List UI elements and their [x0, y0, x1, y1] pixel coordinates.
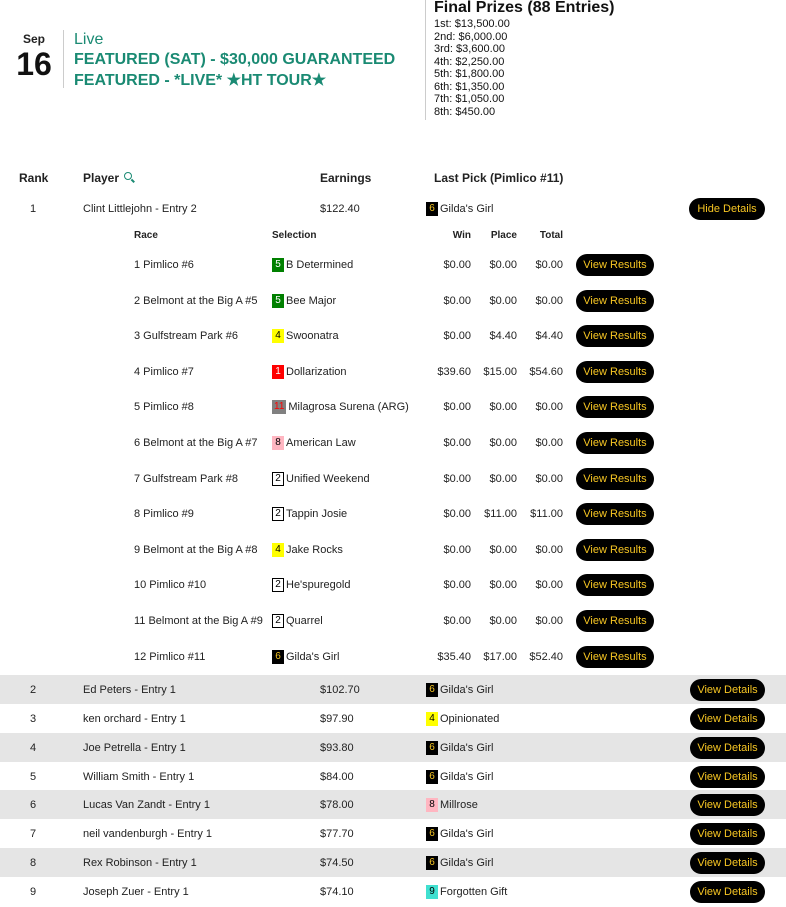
- saddle-number: 8: [272, 436, 284, 450]
- horse-name: He'spuregold: [286, 578, 351, 591]
- view-results-button[interactable]: View Results: [576, 396, 654, 418]
- hide-details-button[interactable]: Hide Details: [689, 198, 765, 220]
- view-results-button[interactable]: View Results: [576, 290, 654, 312]
- race: 5 Pimlico #8: [134, 401, 194, 413]
- details-col-selection: Selection: [272, 230, 317, 241]
- earnings: $78.00: [320, 798, 354, 811]
- place-amount: $0.00: [489, 579, 517, 591]
- contest-date: [10, 32, 58, 80]
- details-row: [0, 283, 786, 319]
- race: 1 Pimlico #6: [134, 259, 194, 271]
- win-amount: $0.00: [443, 330, 471, 342]
- view-details-button[interactable]: View Details: [690, 679, 765, 701]
- prize-item: 1st: $13,500.00: [434, 18, 510, 30]
- details-col-win: Win: [452, 230, 471, 241]
- horse-name: Forgotten Gift: [440, 885, 508, 898]
- total-amount: $0.00: [535, 615, 563, 627]
- view-details-button[interactable]: View Details: [690, 794, 765, 816]
- place-amount: $0.00: [489, 401, 517, 413]
- saddle-number: 2: [272, 578, 284, 592]
- player-name: Ed Peters - Entry 1: [83, 683, 176, 696]
- rank: 6: [30, 798, 37, 811]
- total-amount: $0.00: [535, 437, 563, 449]
- view-results-button[interactable]: View Results: [576, 254, 654, 276]
- horse-name: Unified Weekend: [286, 472, 370, 485]
- race: 6 Belmont at the Big A #7: [134, 437, 258, 449]
- earnings: $122.40: [320, 203, 360, 215]
- total-amount: $54.60: [529, 366, 563, 378]
- last-pick: [426, 770, 493, 784]
- win-amount: $0.00: [443, 259, 471, 271]
- place-amount: $0.00: [489, 544, 517, 556]
- details-row: [0, 354, 786, 390]
- selection: [272, 258, 353, 272]
- earnings: $84.00: [320, 770, 354, 783]
- place-amount: $0.00: [489, 615, 517, 627]
- view-results-button[interactable]: View Results: [576, 574, 654, 596]
- total-amount: $0.00: [535, 473, 563, 485]
- horse-name: Millrose: [440, 798, 478, 811]
- total-amount: $0.00: [535, 401, 563, 413]
- table-row: [0, 819, 786, 848]
- table-row: [0, 195, 786, 223]
- contest-header: [0, 0, 786, 125]
- race: 11 Belmont at the Big A #9: [134, 615, 263, 627]
- last-pick: [426, 827, 493, 841]
- place-amount: $0.00: [489, 295, 517, 307]
- saddle-number: 4: [426, 712, 438, 726]
- horse-name: American Law: [286, 436, 356, 449]
- total-amount: $0.00: [535, 295, 563, 307]
- details-row: [0, 567, 786, 603]
- player-name: neil vandenburgh - Entry 1: [83, 827, 213, 840]
- horse-name: Gilda's Girl: [440, 770, 494, 783]
- selection: [272, 365, 347, 379]
- saddle-number: 6: [426, 741, 438, 755]
- horse-name: Gilda's Girl: [440, 683, 494, 696]
- title-line-2: FEATURED - *LIVE* ★HT TOUR★: [74, 72, 327, 89]
- col-player-label: Player: [83, 171, 120, 185]
- prize-item: 3rd: $3,600.00: [434, 43, 505, 55]
- view-results-button[interactable]: View Results: [576, 325, 654, 347]
- col-player[interactable]: [83, 171, 132, 185]
- win-amount: $0.00: [443, 544, 471, 556]
- saddle-number: 6: [272, 650, 284, 664]
- total-amount: $0.00: [535, 544, 563, 556]
- view-details-button[interactable]: View Details: [690, 708, 765, 730]
- rank: 8: [30, 856, 37, 869]
- rank: 2: [30, 683, 37, 696]
- horse-name: Gilda's Girl: [440, 856, 494, 869]
- view-results-button[interactable]: View Results: [576, 539, 654, 561]
- place-amount: $0.00: [489, 437, 517, 449]
- prize-item: 2nd: $6,000.00: [434, 30, 508, 43]
- last-pick: [426, 885, 507, 899]
- table-row: [0, 675, 786, 704]
- last-pick: [426, 683, 493, 697]
- rank: 7: [30, 827, 37, 840]
- race: 2 Belmont at the Big A #5: [134, 295, 258, 307]
- rank: 5: [30, 770, 37, 783]
- search-icon[interactable]: [124, 172, 132, 180]
- race: 10 Pimlico #10: [134, 579, 207, 591]
- details-row: [0, 639, 786, 675]
- divider: [425, 0, 426, 120]
- details-row: [0, 496, 786, 532]
- col-rank: Rank: [19, 171, 49, 185]
- rank: 1: [30, 203, 37, 215]
- player-name: ken orchard - Entry 1: [83, 712, 186, 725]
- prizes-heading: Final Prizes (88 Entries): [434, 0, 615, 16]
- prize-item: 5th: $1,800.00: [434, 68, 505, 80]
- selection: [272, 472, 370, 486]
- saddle-number: 4: [272, 543, 284, 557]
- win-amount: $0.00: [443, 437, 471, 449]
- race: 4 Pimlico #7: [134, 366, 194, 378]
- selection: [272, 507, 347, 521]
- prize-item: 4th: $2,250.00: [434, 55, 505, 68]
- earnings: $74.50: [320, 856, 354, 869]
- divider: [63, 30, 64, 88]
- details-row: [0, 247, 786, 283]
- earnings: $93.80: [320, 741, 354, 754]
- view-results-button[interactable]: View Results: [576, 468, 654, 490]
- final-prizes: [434, 0, 615, 118]
- saddle-number: 8: [426, 798, 438, 812]
- table-row: [0, 848, 786, 877]
- earnings: $77.70: [320, 827, 354, 840]
- horse-name: Gilda's Girl: [440, 202, 494, 215]
- view-details-button[interactable]: View Details: [690, 823, 765, 845]
- race: 3 Gulfstream Park #6: [134, 330, 238, 342]
- player-name: Lucas Van Zandt - Entry 1: [83, 798, 210, 811]
- place-amount: $15.00: [483, 366, 517, 378]
- horse-name: Opinionated: [440, 712, 500, 725]
- view-details-button[interactable]: View Details: [690, 766, 765, 788]
- earnings: $102.70: [320, 683, 360, 696]
- place-amount: $0.00: [489, 473, 517, 485]
- details-col-race: Race: [134, 230, 158, 241]
- player-name: Clint Littlejohn - Entry 2: [83, 203, 197, 215]
- table-row: [0, 762, 786, 791]
- saddle-number: 6: [426, 683, 438, 697]
- view-results-button[interactable]: View Results: [576, 432, 654, 454]
- horse-name: Jake Rocks: [286, 543, 343, 556]
- horse-name: B Determined: [286, 258, 354, 271]
- race: 7 Gulfstream Park #8: [134, 473, 238, 485]
- win-amount: $35.40: [437, 651, 471, 663]
- col-earnings: Earnings: [320, 171, 372, 185]
- view-results-button[interactable]: View Results: [576, 361, 654, 383]
- race: 8 Pimlico #9: [134, 508, 194, 520]
- selection: [272, 329, 339, 343]
- last-pick: [426, 798, 478, 812]
- win-amount: $0.00: [443, 473, 471, 485]
- selection: [272, 543, 343, 557]
- selection: [272, 436, 356, 450]
- status-label: Live: [74, 31, 104, 48]
- view-results-button[interactable]: View Results: [576, 646, 654, 668]
- table-row: [0, 877, 786, 906]
- horse-name: Milagrosa Surena (ARG): [288, 400, 409, 413]
- prize-item: 7th: $1,050.00: [434, 93, 505, 105]
- saddle-number: 1: [272, 365, 284, 379]
- win-amount: $0.00: [443, 579, 471, 591]
- rank: 9: [30, 885, 37, 898]
- last-pick: [426, 712, 499, 726]
- win-amount: $0.00: [443, 508, 471, 520]
- horse-name: Swoonatra: [286, 329, 339, 342]
- horse-name: Bee Major: [286, 294, 337, 307]
- rank: 3: [30, 712, 37, 725]
- horse-name: Gilda's Girl: [440, 827, 494, 840]
- place-amount: $0.00: [489, 259, 517, 271]
- player-name: Rex Robinson - Entry 1: [83, 856, 197, 869]
- win-amount: $39.60: [437, 366, 471, 378]
- details-row: [0, 389, 786, 425]
- date-day: 16: [16, 46, 52, 82]
- player-name: Joseph Zuer - Entry 1: [83, 885, 189, 898]
- win-amount: $0.00: [443, 401, 471, 413]
- saddle-number: 6: [426, 770, 438, 784]
- prize-item: 8th: $450.00: [434, 105, 496, 118]
- horse-name: Gilda's Girl: [286, 650, 340, 663]
- saddle-number: 5: [272, 258, 284, 272]
- saddle-number: 2: [272, 614, 284, 628]
- view-details-button[interactable]: View Details: [690, 852, 765, 874]
- view-results-button[interactable]: View Results: [576, 610, 654, 632]
- race: 12 Pimlico #11: [134, 651, 206, 663]
- total-amount: $4.40: [535, 330, 563, 342]
- earnings: $74.10: [320, 885, 354, 898]
- table-row: [0, 704, 786, 733]
- table-row: [0, 790, 786, 819]
- horse-name: Dollarization: [286, 365, 347, 378]
- selection: [272, 294, 336, 308]
- total-amount: $0.00: [535, 259, 563, 271]
- player-name: Joe Petrella - Entry 1: [83, 741, 186, 754]
- view-details-button[interactable]: View Details: [690, 881, 765, 903]
- player-name: William Smith - Entry 1: [83, 770, 195, 783]
- details-col-place: Place: [490, 230, 517, 241]
- saddle-number: 2: [272, 472, 284, 486]
- details-row: [0, 603, 786, 639]
- selection: [272, 650, 339, 664]
- saddle-number: 5: [272, 294, 284, 308]
- details-row: [0, 425, 786, 461]
- selection: [272, 578, 350, 592]
- horse-name: Tappin Josie: [286, 507, 348, 520]
- horse-name: Gilda's Girl: [440, 741, 494, 754]
- selection: [272, 400, 409, 414]
- saddle-number: 2: [272, 507, 284, 521]
- saddle-number: 6: [426, 856, 438, 870]
- view-details-button[interactable]: View Details: [690, 737, 765, 759]
- win-amount: $0.00: [443, 615, 471, 627]
- total-amount: $52.40: [529, 651, 563, 663]
- date-month: Sep: [22, 32, 45, 46]
- view-results-button[interactable]: View Results: [576, 503, 654, 525]
- details-row: [0, 532, 786, 568]
- win-amount: $0.00: [443, 295, 471, 307]
- total-amount: $11.00: [530, 508, 563, 520]
- place-amount: $4.40: [489, 330, 517, 342]
- selection: [272, 614, 323, 628]
- saddle-number: 9: [426, 885, 438, 899]
- contest-title: [74, 31, 395, 91]
- place-amount: $17.00: [483, 651, 517, 663]
- details-row: [0, 461, 786, 497]
- details-row: [0, 318, 786, 354]
- table-row: [0, 733, 786, 762]
- earnings: $97.90: [320, 712, 354, 725]
- race: 9 Belmont at the Big A #8: [134, 544, 258, 556]
- total-amount: $0.00: [535, 579, 563, 591]
- place-amount: $11.00: [484, 508, 517, 520]
- prize-item: 6th: $1,350.00: [434, 80, 505, 93]
- title-line-1: FEATURED (SAT) - $30,000 GUARANTEED: [74, 51, 396, 68]
- details-col-total: Total: [539, 230, 563, 241]
- saddle-number: 6: [426, 827, 438, 841]
- rank: 4: [30, 741, 37, 754]
- saddle-number: 4: [272, 329, 284, 343]
- horse-name: Quarrel: [286, 614, 323, 627]
- prize-list: [434, 18, 615, 118]
- col-last-pick: Last Pick (Pimlico #11): [434, 171, 564, 185]
- last-pick: [426, 202, 493, 216]
- saddle-number: 11: [274, 401, 285, 412]
- last-pick: [426, 856, 493, 870]
- last-pick: [426, 741, 493, 755]
- saddle-number: 6: [426, 202, 438, 216]
